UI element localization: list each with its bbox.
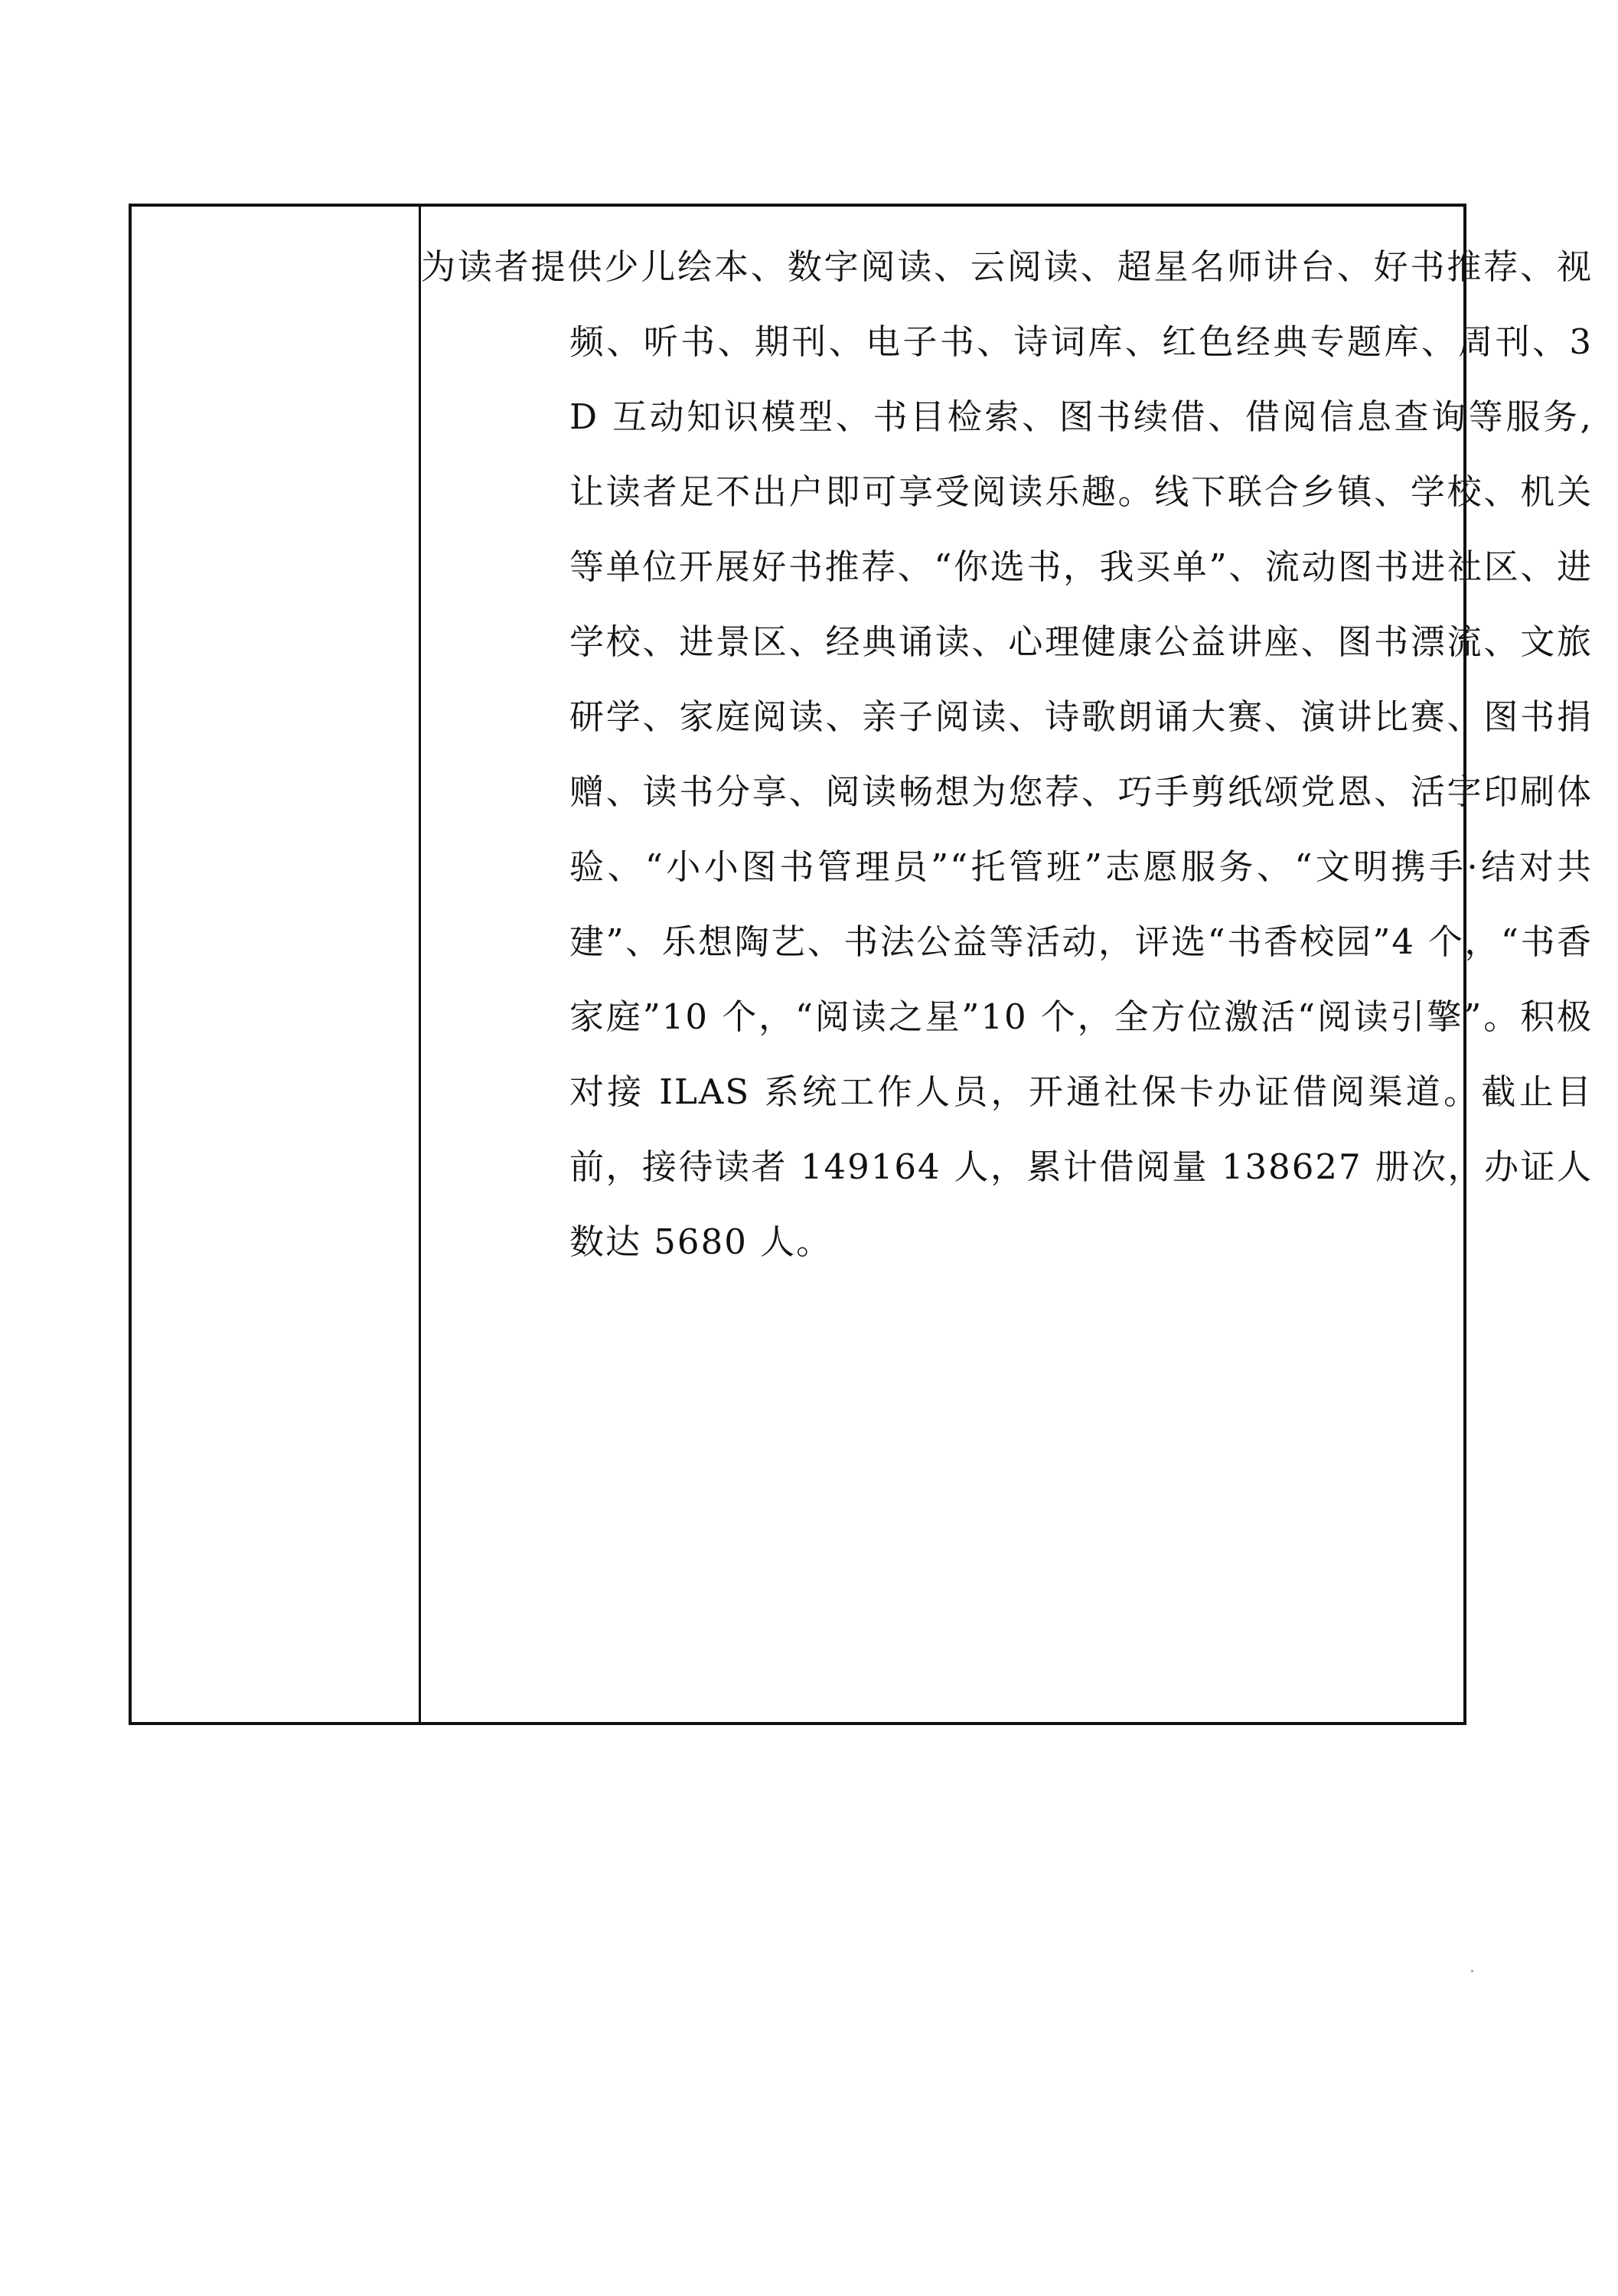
body-paragraph: 为读者提供少儿绘本、数字阅读、云阅读、超星名师讲台、好书推荐、视频、听书、期刊、电子书、诗词库、红色经典专题库、周刊、3D 互动知识模型、书目检索、图书续借、借阅信息查询等服务,让读者足不出户即可享受阅读乐趣。线下联合乡镇、学校、机关等单位开展好书推荐、“你选书，我买单”、流动图书进社区、进学校、进景区、经典诵读、心理健康公益讲座、图书漂流、文旅研学、家庭阅读、亲子阅读、诗歌朗诵大赛、演讲比赛、图书捐赠、读书分享、阅读畅想为您荐、巧手剪纸颂党恩、活字印刷体验、“小小图书管理员”“托管班”志愿服务、“文明携手·结对共建”、乐想陶艺、书法公益等活动，评选“书香校园”4 个，“书香家庭”10 个，“阅读之星”10 个，全方位激活“阅读引擎”。积极对接 ILAS 系统工作人员，开通社保卡办证借阅渠道。截止目前，接待读者 149164 人，累计借阅量 138627 册次，办证人数达 5680 人。 — [421, 246, 1593, 1262]
scan-speck — [1471, 1970, 1473, 1972]
content-table — [129, 204, 1593, 1725]
table-cell-left — [132, 207, 421, 1722]
table-cell-right — [421, 207, 1593, 1722]
